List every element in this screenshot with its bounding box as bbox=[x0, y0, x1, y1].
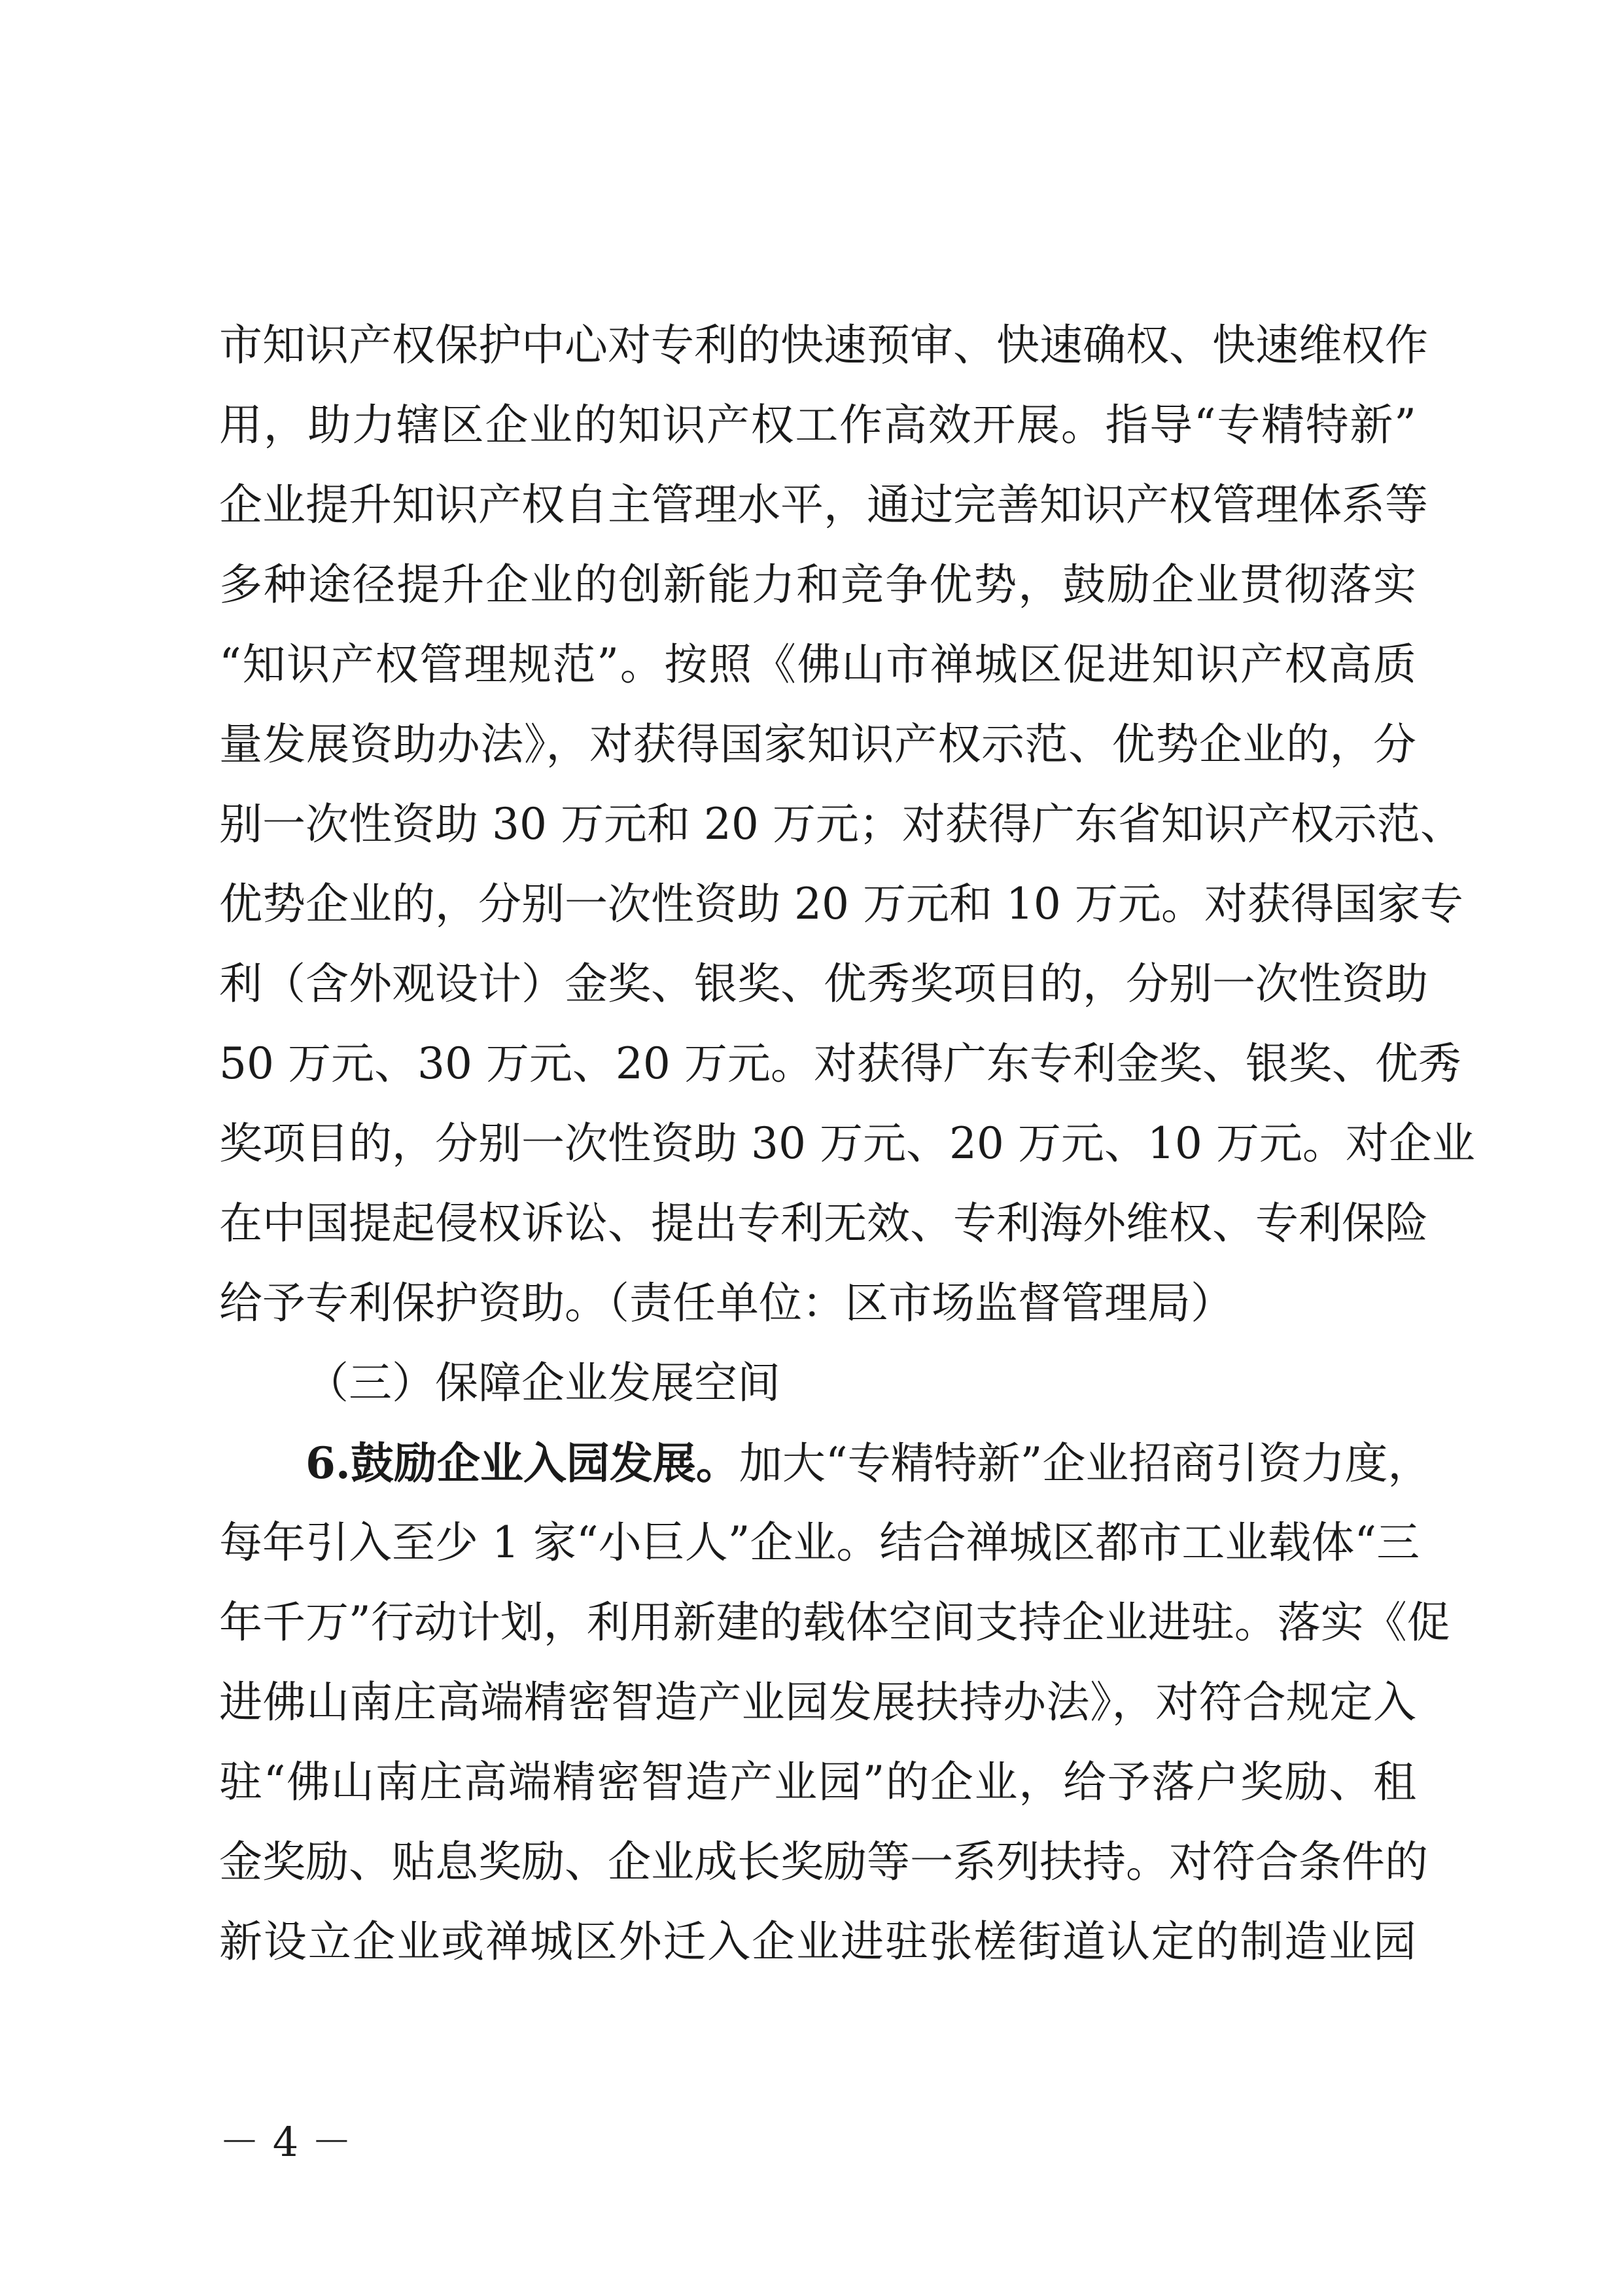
paragraph-line: 在中国提起侵权诉讼、提出专利无效、专利海外维权、专利保险 bbox=[219, 1198, 1428, 1248]
item-6-title: 6.鼓励企业入园发展。 bbox=[305, 1438, 739, 1489]
paragraph-line: 多种途径提升企业的创新能力和竞争优势，鼓励企业贯彻落实 bbox=[219, 559, 1416, 610]
paragraph-line: 用，助力辖区企业的知识产权工作高效开展。指导“专精特新” bbox=[219, 400, 1416, 450]
section-heading: （三）保障企业发展空间 bbox=[305, 1358, 780, 1408]
paragraph-line: 年千万”行动计划，利用新建的载体空间支持企业进驻。落实《促 bbox=[219, 1597, 1450, 1648]
paragraph-line: 别一次性资助 30 万元和 20 万元；对获得广东省知识产权示范、 bbox=[219, 799, 1463, 849]
paragraph-line: 给予专利保护资助。（责任单位：区市场监督管理局） bbox=[219, 1278, 1234, 1328]
paragraph-line: 每年引入至少 1 家“小巨人”企业。结合禅城区都市工业载体“三 bbox=[219, 1517, 1420, 1568]
page-number: － 4 － bbox=[219, 2118, 352, 2166]
item-6-first-line-text: 加大“专精特新”企业招商引资力度， bbox=[739, 1438, 1431, 1489]
paragraph-line: 50 万元、30 万元、20 万元。对获得广东专利金奖、银奖、优秀 bbox=[219, 1038, 1461, 1089]
paragraph-line: 新设立企业或禅城区外迁入企业进驻张槎街道认定的制造业园 bbox=[219, 1916, 1416, 1967]
paragraph-line: 量发展资助办法》，对获得国家知识产权示范、优势企业的，分 bbox=[219, 719, 1416, 769]
paragraph-line: 优势企业的，分别一次性资助 20 万元和 10 万元。对获得国家专 bbox=[219, 879, 1463, 929]
paragraph-line: 奖项目的，分别一次性资助 30 万元、20 万元、10 万元。对企业 bbox=[219, 1118, 1475, 1169]
paragraph-line: 进佛山南庄高端精密智造产业园发展扶持办法》，对符合规定入 bbox=[219, 1677, 1416, 1727]
paragraph-line: 企业提升知识产权自主管理水平，通过完善知识产权管理体系等 bbox=[219, 480, 1428, 530]
paragraph-line: 利（含外观设计）金奖、银奖、优秀奖项目的，分别一次性资助 bbox=[219, 959, 1428, 1009]
paragraph-line: 驻“佛山南庄高端精密智造产业园”的企业，给予落户奖励、租 bbox=[219, 1757, 1416, 1807]
paragraph-line: 金奖励、贴息奖励、企业成长奖励等一系列扶持。对符合条件的 bbox=[219, 1837, 1428, 1887]
paragraph-line: 市知识产权保护中心对专利的快速预审、快速确权、快速维权作 bbox=[219, 320, 1428, 370]
paragraph-line: “知识产权管理规范”。按照《佛山市禅城区促进知识产权高质 bbox=[219, 639, 1416, 690]
item-6-first-line bbox=[305, 1437, 1431, 1489]
